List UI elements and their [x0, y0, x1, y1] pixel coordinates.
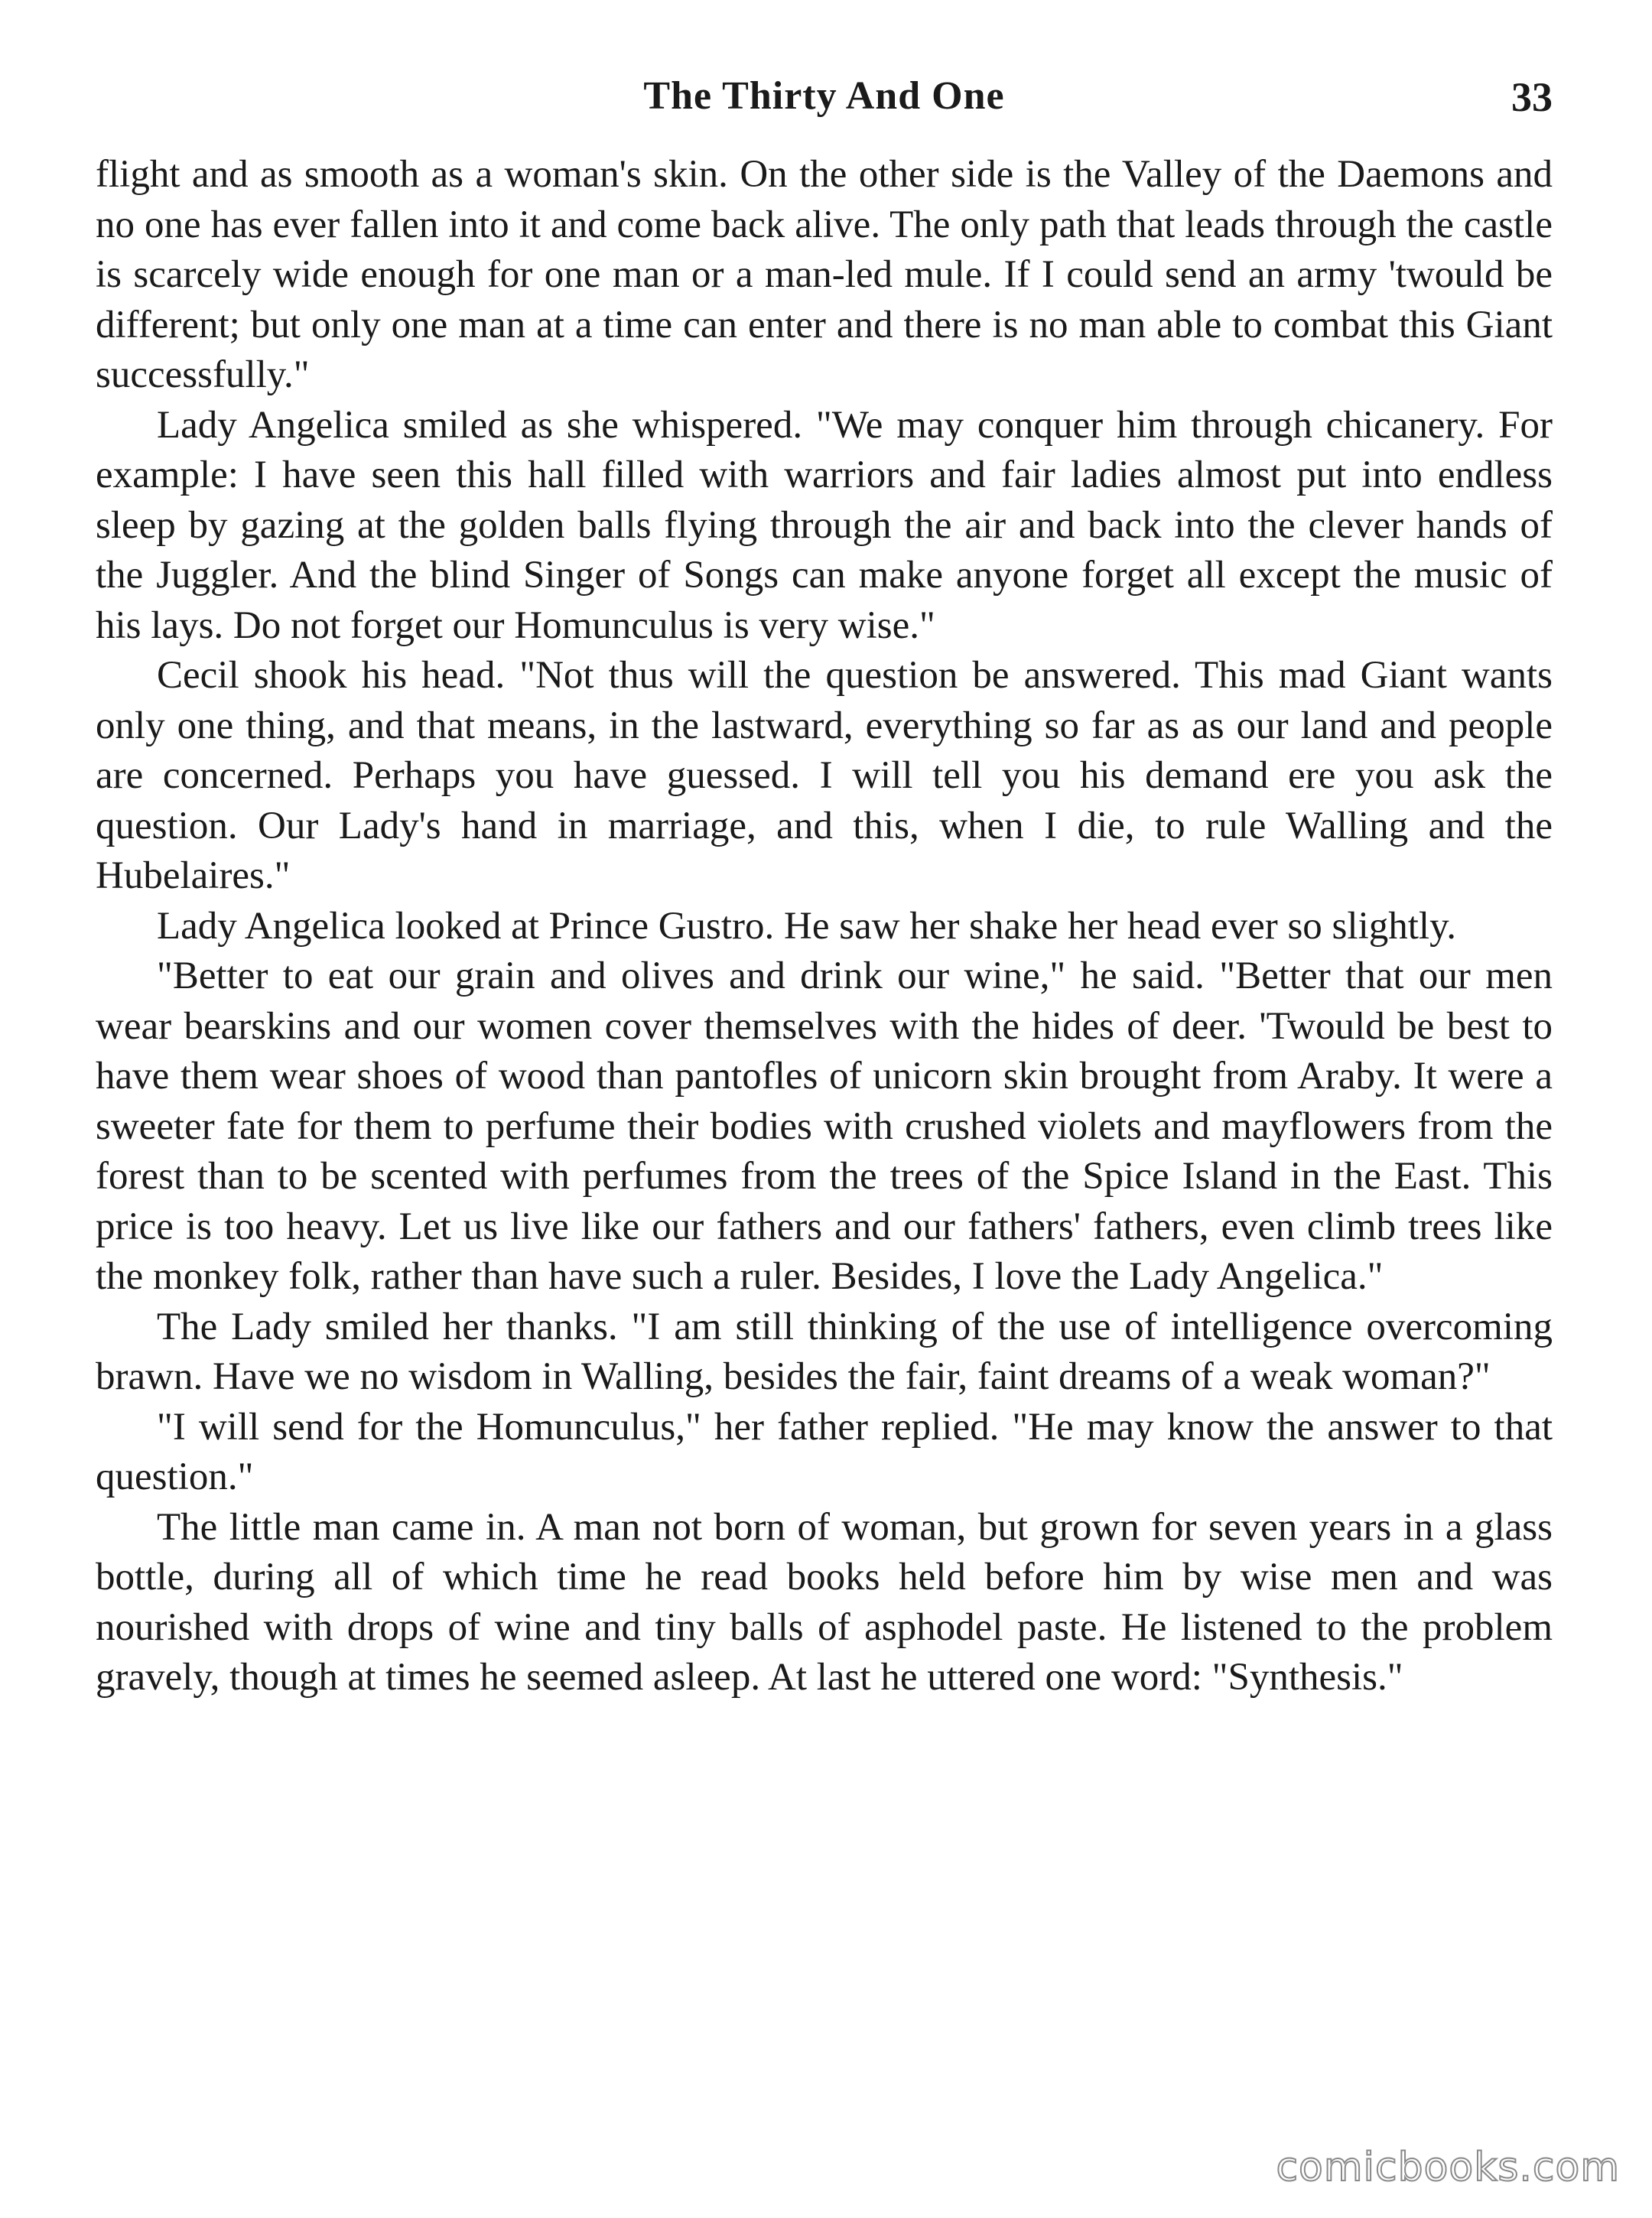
paragraph-2: Lady Angelica smiled as she whispered. "We may conquer him through chicanery. For example: I have seen this hall filled with warriors and fair ladies almost put into endless sleep by gazing at the golden balls flying through the air and back into the clever hands of the Juggler. And the blind Singer of Songs can make anyone forget all except the music of his lays. Do not forget our Homunculus is very wise." [96, 403, 1553, 647]
body-text [96, 150, 1553, 1703]
paragraph-6: The Lady smiled her thanks. "I am still thinking of the use of intelligence overcoming brawn. Have we no wisdom in Walling, besides the fair, faint dreams of a weak woman?" [96, 1305, 1553, 1398]
paragraph-7: "I will send for the Homunculus," her father replied. "He may know the answer to that question." [96, 1405, 1553, 1498]
running-title: The Thirty And One [643, 74, 1005, 118]
watermark: comicbooks.com [1276, 2145, 1620, 2190]
book-page [96, 73, 1553, 1703]
paragraph-1: flight and as smooth as a woman's skin. On the other side is the Valley of the Daemons and no one has ever fallen into it and come back alive. The only path that leads through the castle is scarcely wide enough for one man or a man-led mule. If I could send an army 'twould be different; but only one man at a time can enter and there is no man able to combat this Giant successfully." [96, 153, 1553, 396]
paragraph-8: The little man came in. A man not born of woman, but grown for seven years in a glass bottle, during all of which time he read books held before him by wise men and was nourished with drops of wine and tiny balls of asphodel paste. He listened to the problem gravely, though at times he seemed asleep. At last he uttered one word: "Synthesis." [96, 1505, 1553, 1699]
page-number: 33 [1511, 74, 1553, 120]
running-header [96, 73, 1553, 135]
paragraph-4: Lady Angelica looked at Prince Gustro. He saw her shake her head ever so slightly. [157, 904, 1457, 948]
paragraph-3: Cecil shook his head. "Not thus will the question be answered. This mad Giant wants only one thing, and that means, in the lastward, everything so far as as our land and people are concerned. Perhaps you have guessed. I will tell you his demand ere you ask the question. Our Lady's hand in marriage, and this, when I die, to rule Walling and the Hubelaires." [96, 654, 1553, 897]
paragraph-5: "Better to eat our grain and olives and drink our wine," he said. "Better that our men wear bearskins and our women cover themselves with the hides of deer. 'Twould be best to have them wear shoes of wood than pantofles of unicorn skin brought from Araby. It were a sweeter fate for them to perfume their bodies with crushed violets and mayflowers from the forest than to be scented with perfumes from the trees of the Spice Island in the East. This price is too heavy. Let us live like our fathers and our fathers' fathers, even climb trees like the monkey folk, rather than have such a ruler. Besides, I love the Lady Angelica." [96, 955, 1553, 1298]
